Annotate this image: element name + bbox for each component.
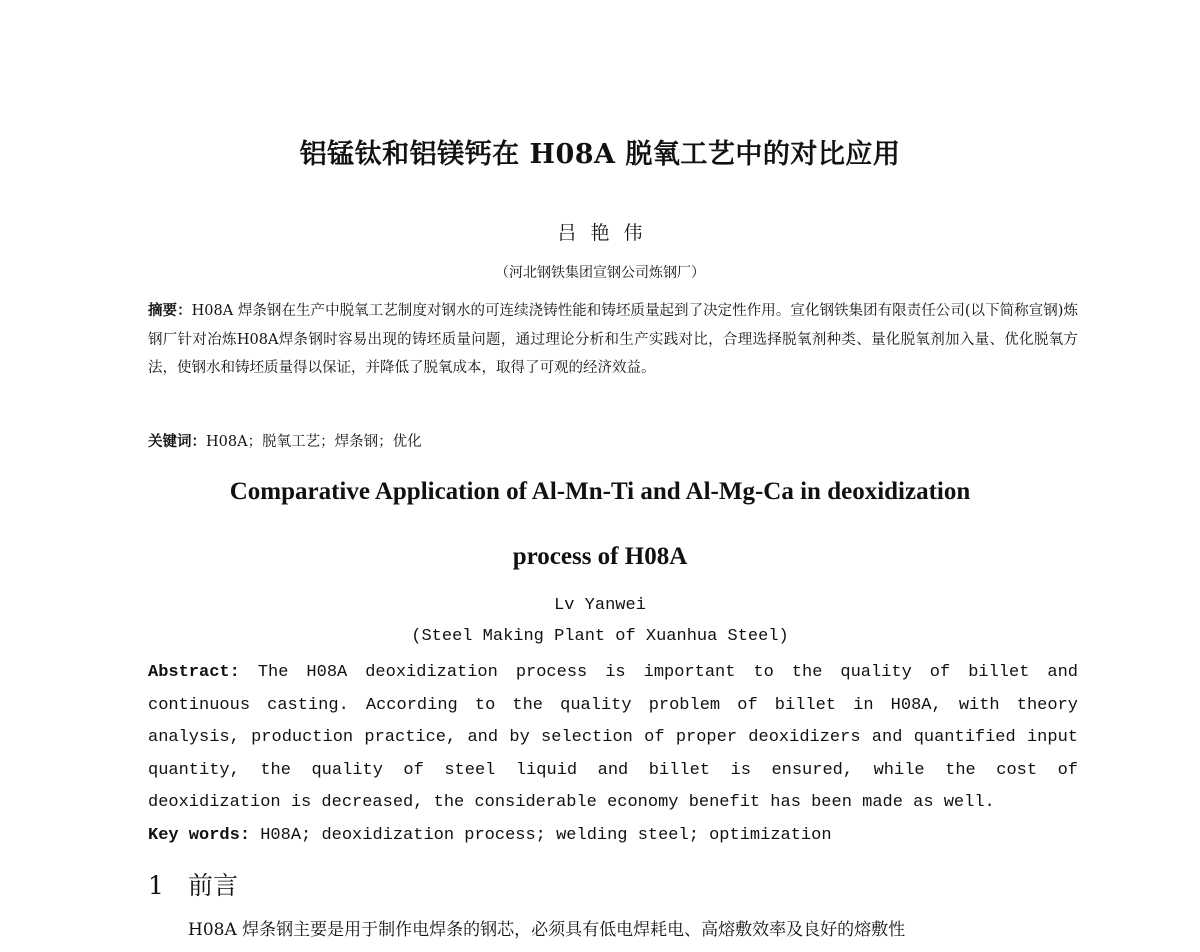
english-abstract-text: The H08A deoxidization process is important to the quality of billet and continuous casting. According to the quality problem of billet in H08A, with theory analysis, production practice, and by selection of proper deoxidizers and quantified input quantity, the quality of steel liquid and billet is ensured, while the cost of deoxidization is decreased, the considerable economy benefit has been made as well. <box>148 663 1078 812</box>
section-number: 1 <box>148 871 164 900</box>
section-title: 前言 <box>188 871 239 900</box>
chinese-abstract-label: 摘要： <box>148 302 192 319</box>
chinese-abstract-text: H08A 焊条钢在生产中脱氧工艺制度对钢水的可连续浇铸性能和铸坯质量起到了决定性作用。宣化钢铁集团有限责任公司(以下简称宣钢)炼钢厂针对冶炼H08A焊条钢时容易出现的铸坯质量问题，通过理论分析和生产实践对比，合理选择脱氧剂种类、量化脱氧剂加入量、优化脱氧方法，使钢水和铸坯质量得以保证，并降低了脱氧成本，取得了可观的经济效益。 <box>148 303 1078 376</box>
english-title-line-1: Comparative Application of Al-Mn-Ti and Al-Mg-Ca in deoxidization <box>229 478 971 505</box>
english-abstract <box>148 657 1078 820</box>
english-keywords-label: Key words: <box>148 826 251 845</box>
english-title-line-2: process of H08A <box>512 543 688 570</box>
chinese-affiliation: （河北钢铁集团宣钢公司炼钢厂） <box>495 265 705 281</box>
chinese-keywords-label: 关键词： <box>148 433 206 450</box>
chinese-keywords-text: H08A；脱氧工艺；焊条钢；优化 <box>206 434 422 450</box>
english-affiliation: (Steel Making Plant of Xuanhua Steel) <box>411 627 789 646</box>
chinese-author: 吕艳伟 <box>557 222 657 244</box>
body-paragraph: H08A 焊条钢主要是用于制作电焊条的钢芯，必须具有低电焊耗电、高熔敷效率及良好的熔敷性 <box>188 920 906 940</box>
section-heading <box>148 866 238 902</box>
chinese-title: 铝锰钛和铝镁钙在 H08A 脱氧工艺中的对比应用 <box>299 139 901 170</box>
english-abstract-label: Abstract: <box>148 663 240 682</box>
english-author: Lv Yanwei <box>554 596 646 615</box>
chinese-abstract <box>148 297 1078 383</box>
chinese-keywords <box>148 428 1078 457</box>
english-keywords-text: H08A; deoxidization process; welding steel; optimization <box>260 826 832 845</box>
english-keywords <box>148 820 1078 853</box>
